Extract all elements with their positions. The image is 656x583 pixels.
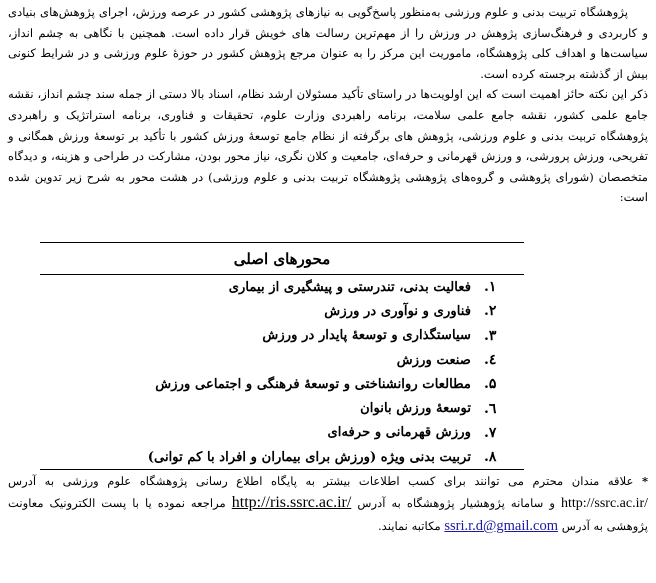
site-link[interactable]: http://ssrc.ac.ir/ xyxy=(560,496,649,511)
axis-item-1 xyxy=(40,275,524,299)
contact-note xyxy=(8,470,648,537)
axis-item-8 xyxy=(40,445,524,469)
main-axes-list xyxy=(40,275,524,469)
intro-section xyxy=(8,2,648,208)
note-star: * xyxy=(641,474,649,488)
axis-text: ورزش قهرمانی و حرفه‌ای xyxy=(327,425,471,441)
main-axes-box xyxy=(40,242,524,470)
axis-text: تربیت بدنی ویژه (ورزش برای بیماران و افراد با کم توانی) xyxy=(147,449,471,465)
note-text-2: و سامانه پژوهشیار پژوهشگاه به آدرس xyxy=(357,496,555,510)
axis-number: ۷. xyxy=(484,424,497,441)
axis-text: فعالیت بدنی، تندرستی و پیشگیری از بیماری xyxy=(228,279,471,295)
note-text-3: مراجعه نموده یا با پست الکترونیک معاونت پژوهشی به آدرس xyxy=(8,496,648,533)
axis-text: صنعت ورزش xyxy=(396,352,471,368)
axis-text: فناوری و نوآوری در ورزش xyxy=(324,303,471,319)
note-text-1: علاقه مندان محترم می توانند برای کسب اطلاعات بیشتر به پایگاه اطلاع رسانی پژوهشگاه علوم ورزشی به آدرس xyxy=(8,474,634,488)
axis-item-6 xyxy=(40,396,524,420)
axis-number: ۳. xyxy=(484,327,497,344)
axis-item-7 xyxy=(40,421,524,445)
axis-text: توسعهٔ ورزش بانوان xyxy=(360,401,471,417)
axis-item-3 xyxy=(40,324,524,348)
main-axes-title: محورهای اصلی xyxy=(40,248,524,275)
note-text-4: مکاتبه نمایند. xyxy=(377,519,441,533)
axis-text: سیاستگذاری و توسعهٔ پایدار در ورزش xyxy=(262,328,471,344)
axis-number: ۲. xyxy=(484,303,497,320)
research-portal-link[interactable]: http://ris.ssrc.ac.ir/ xyxy=(231,494,352,511)
intro-paragraph-1: پژوهشگاه تربیت بدنی و علوم ورزشی به‌منظور پاسخ‌گویی به نیازهای پژوهشی کشور در عرصه ورزش، اجرای پژوهش‌های بنیادی و کاربردی و فرهنگ‌سازی پژوهش در ورزش را از مهم‌ترین رسالت های خویش قرار داده است. همچنین با نگاهی به چشم انداز، سیاست‌ها و اهداف کلی پژوهشگاه، ماموریت این مرکز را به عنوان مرجع پژوهش کشور در حوزهٔ علوم ورزشی و در شرایط کنونی بیش از گذشته برجسته کرده است. xyxy=(8,5,648,81)
axis-item-4 xyxy=(40,348,524,372)
axis-number: ۱. xyxy=(484,279,497,296)
axis-text: مطالعات روانشناختی و توسعهٔ فرهنگی و اجتماعی ورزش xyxy=(155,376,471,392)
email-link[interactable]: ssri.r.d@gmail.com xyxy=(444,518,559,534)
intro-paragraph-2: ذکر این نکته حائز اهمیت است که این اولویت‌ها در راستای تأکید مسئولان ارشد نظام، اسناد بالا دستی از جمله سند چشم انداز، نقشه جامع علمی کشور، نقشه جامع علمی سلامت، برنامه راهبردی وزارت علوم، تحقیقات و فناوری، برنامه استراتژیک و راهبردی پژوهشگاه تربیت بدنی و علوم ورزشی، پژوهش های برگرفته از نظام جامع توسعهٔ ورزش کشور با تأکید بر توسعهٔ ورزش همگانی و تفریحی، ورزش پرورشی، و ورزش قهرمانی و حرفه‌ای، جامعیت و کلان نگری، نیاز محور بودن، مشارکت در طراحی و هزینه، و دیدگاه متخصصان (شورای پژوهشی و گروه‌های پژوهشی پژوهشگاه تربیت بدنی و علوم ورزشی) در هشت محور به شرح زیر تدوین شده است: xyxy=(8,87,648,205)
axis-item-5 xyxy=(40,372,524,396)
axis-number: ٦. xyxy=(484,400,497,417)
axis-item-2 xyxy=(40,299,524,323)
axis-number: ۵. xyxy=(484,376,497,393)
axis-number: ۸. xyxy=(484,449,497,466)
axis-number: ٤. xyxy=(484,352,497,369)
